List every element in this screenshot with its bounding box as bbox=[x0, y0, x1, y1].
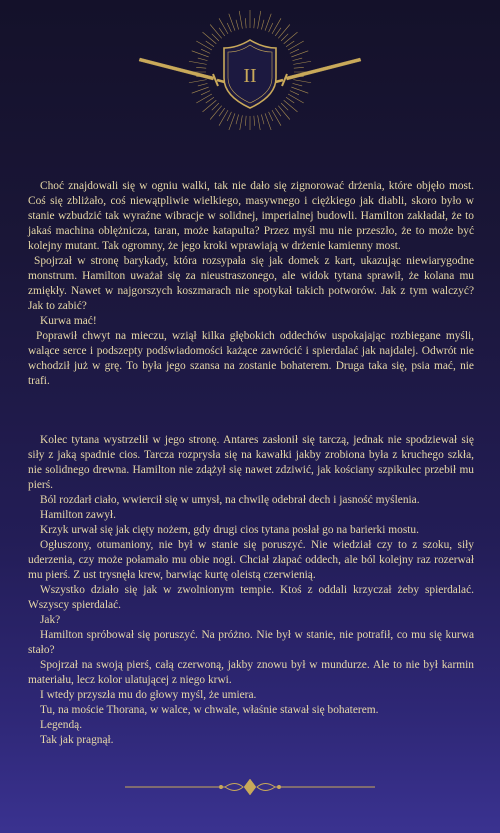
sunburst-ray bbox=[189, 80, 207, 83]
sunburst-ray bbox=[294, 67, 304, 68]
sunburst-ray bbox=[288, 41, 304, 50]
paragraph: Kurwa mać! bbox=[40, 315, 97, 327]
sunburst-ray bbox=[219, 28, 225, 36]
ornament-divider bbox=[125, 772, 375, 802]
sunburst-ray bbox=[254, 116, 255, 126]
sunburst-ray bbox=[245, 116, 246, 126]
sunburst-ray bbox=[236, 20, 239, 30]
paragraph: Tak jak pragnął. bbox=[40, 734, 114, 746]
sunburst-ray bbox=[293, 61, 311, 64]
sunburst-ray bbox=[206, 41, 214, 47]
sunburst-ray bbox=[201, 91, 210, 95]
sunburst-ray bbox=[275, 28, 281, 36]
paragraph: Legendą. bbox=[40, 719, 83, 731]
sunburst-ray bbox=[227, 23, 231, 32]
sunburst-ray bbox=[286, 41, 294, 47]
sunburst-ray bbox=[203, 100, 217, 112]
paragraph: Wszystko działo się jak w zwolnionym tempie. Ktoś z oddali krzyczał żeby spierdalać. Wszyscy spierdalać. bbox=[28, 584, 474, 611]
sunburst-ray bbox=[212, 103, 219, 110]
paragraph: I wtedy przyszła mu do głowy myśl, że umiera. bbox=[40, 689, 257, 701]
sword-right-icon bbox=[264, 58, 361, 87]
sunburst-ray bbox=[258, 11, 261, 29]
paragraph: Poprawił chwyt na mieczu, wziął kilka głębokich oddechów uspokajając rozbiegane myśli, walące serce i podszepty podświadomości każące zawrócić i spierdalać jak najdalej. Odwrót nie wchodził już w grę. To była jego szansa na zostanie bohaterem. Druga taka się, psia mać, nie trafi. bbox=[28, 330, 474, 387]
sunburst-ray bbox=[269, 112, 273, 121]
chapter-number: II bbox=[243, 65, 257, 87]
sunburst-ray bbox=[219, 18, 228, 34]
paragraph: Ból rozdarł ciało, wwiercił się w umysł, na chwilę odebrał dech i jasność myślenia. bbox=[40, 494, 420, 506]
sunburst-ray bbox=[239, 115, 242, 130]
sunburst-ray bbox=[284, 100, 298, 112]
sunburst-ray bbox=[278, 106, 290, 120]
sunburst-ray bbox=[278, 25, 290, 39]
sunburst-ray bbox=[275, 108, 281, 116]
section-gap bbox=[28, 389, 474, 433]
sunburst-ray bbox=[227, 112, 231, 121]
sunburst-ray bbox=[281, 34, 288, 41]
sunburst-ray bbox=[198, 83, 208, 86]
sunburst-ray bbox=[290, 91, 299, 95]
paragraph: Hamilton spróbował się poruszyć. Na próżno. Nie był w stanie, nie potrafił, co mu się kurwa stało? bbox=[28, 629, 474, 656]
sunburst-ray bbox=[210, 25, 222, 39]
sunburst-ray bbox=[281, 103, 288, 110]
sunburst-ray bbox=[203, 32, 217, 44]
paragraph: Hamilton zawył. bbox=[40, 509, 116, 521]
sunburst-ray bbox=[196, 94, 212, 103]
sunburst-ray bbox=[261, 115, 264, 125]
sunburst-ray bbox=[219, 108, 225, 116]
sunburst-ray bbox=[293, 58, 303, 61]
sunburst-ray bbox=[272, 18, 281, 34]
sword-left-icon bbox=[139, 58, 236, 87]
sunburst-ray bbox=[219, 110, 228, 126]
sunburst-ray bbox=[189, 61, 207, 64]
sunburst-ray bbox=[236, 115, 239, 125]
sunburst-ray bbox=[286, 97, 294, 103]
sunburst-ray bbox=[254, 18, 255, 28]
paragraph: Kolec tytana wystrzelił w jego stronę. Antares zasłonił się tarczą, jednak nie spodziewał się siły z jaką spadnie cios. Tarcza rozprysła się na kawałki jakby zrobiona była z kruchego szkła, nie solidnego drewna. Hamilton nie zdążył się nawet zdziwić, jak kościany szpikulec przebił mu pierś. bbox=[28, 434, 474, 491]
sunburst-ray bbox=[290, 49, 299, 53]
paragraph: Ogłuszony, otumaniony, nie był w stanie się poruszyć. Nie wiedział czy to z szoku, siły uderzenia, czy może połamało mu obie nogi. Chciał złapać oddech, ale ból kolejny raz rozerwał mu pierś. Z ust trysnęła krew, barwiąc kurtę oleistą czerwienią. bbox=[28, 539, 474, 581]
story-text bbox=[28, 179, 474, 748]
sunburst-ray bbox=[258, 115, 261, 130]
sunburst-ray bbox=[284, 32, 298, 44]
paragraph: Krzyk urwał się jak cięty nożem, gdy drugi cios tytana posłał go na barierki mostu. bbox=[40, 524, 419, 536]
sunburst-ray bbox=[196, 67, 206, 68]
paragraph: Choć znajdowali się w ogniu walki, tak nie dało się zignorować drżenia, które objęło most. Coś się zbliżało, coś niewątpliwie wielkiego, masywnego i ciężkiego jak diabli, skoro było w stanie wzbudzić tak wyraźne wibracje w solidnej, imperialnej budowli. Hamilton zakładał, że to jakaś machina oblężnicza, taran, może katapulta? Przez myśl mu nie przeszło, że to może być kolejny mutant. Tak ogromny, że jego kroki wprawiają w drżenie kamienny most. bbox=[28, 180, 474, 252]
sunburst-ray bbox=[261, 20, 264, 30]
paragraph: Jak? bbox=[40, 614, 61, 626]
sunburst-ray bbox=[239, 11, 242, 29]
sunburst-ray bbox=[293, 83, 303, 86]
paragraph: Spojrzał na swoją pierś, całą czerwoną, jakby znowu był w mundurze. Ale to nie był karmin materiału, lecz kolor ulatującej z niego krwi. bbox=[28, 659, 474, 686]
sunburst-ray bbox=[272, 110, 281, 126]
chapter-emblem bbox=[0, 0, 500, 130]
sunburst-ray bbox=[212, 34, 219, 41]
paragraph: Spojrzał w stronę barykady, która rozsypała się jak domek z kart, ukazując niewiarygodne monstrum. Hamilton uważał się za nieustraszonego, ale widok tytana sprawił, że kolana mu zmiękły. Nawet w najgorszych koszmarach nie spotykał takich potworów. Jak z tym walczyć? Jak to zabić? bbox=[28, 255, 474, 312]
sunburst-ray bbox=[196, 41, 212, 50]
sunburst-ray bbox=[198, 58, 208, 61]
sunburst-ray bbox=[210, 106, 222, 120]
sunburst-ray bbox=[293, 80, 311, 83]
paragraph: Tu, na moście Thorana, w walce, w chwale, właśnie stawał się bohaterem. bbox=[40, 704, 379, 716]
ornament-icon bbox=[125, 779, 375, 795]
sunburst-ray bbox=[206, 97, 214, 103]
sunburst-ray bbox=[201, 49, 210, 53]
sunburst-ray bbox=[245, 18, 246, 28]
sunburst-ray bbox=[269, 23, 273, 32]
sunburst-ray bbox=[288, 94, 304, 103]
